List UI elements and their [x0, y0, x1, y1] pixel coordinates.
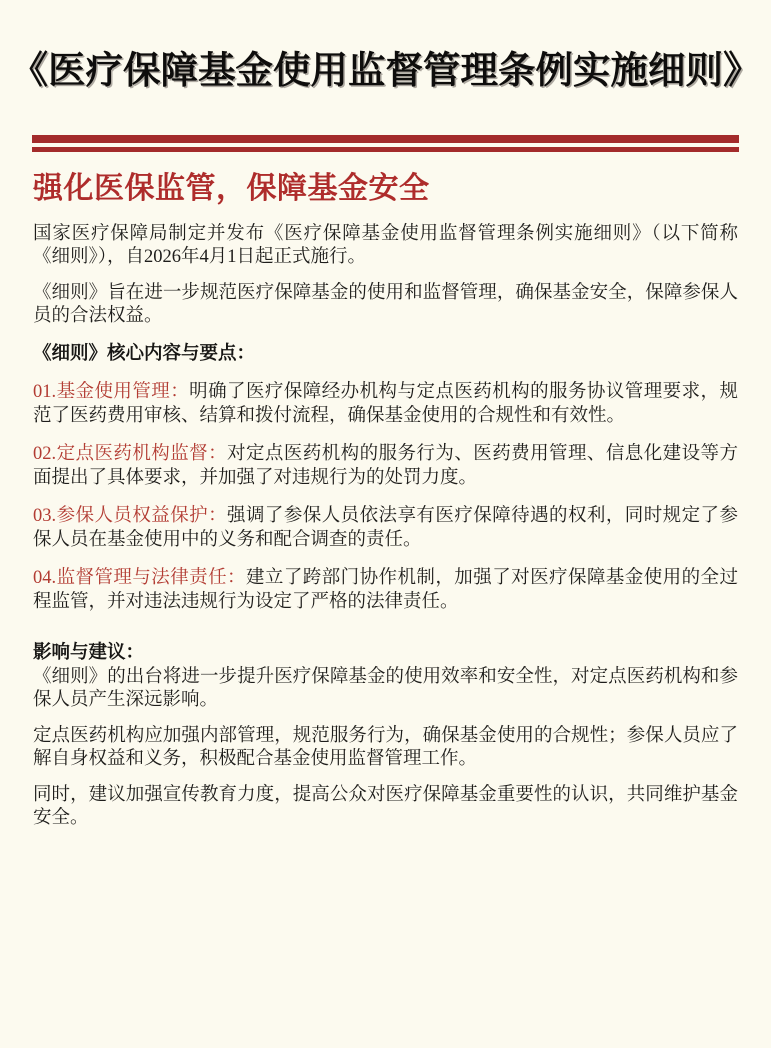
impact-paragraph-3: 同时，建议加强宣传教育力度，提高公众对医疗保障基金重要性的认识，共同维护基金安全。 — [33, 784, 738, 829]
point-item-4 — [33, 567, 738, 614]
point-2-label: 02.定点医药机构监督： — [33, 444, 228, 465]
point-item-1 — [33, 381, 738, 428]
point-3-label: 03.参保人员权益保护： — [33, 506, 228, 527]
divider-rules — [32, 135, 739, 152]
impact-paragraph-1: 《细则》的出台将进一步提升医疗保障基金的使用效率和安全性，对定点医药机构和参保人员产生深远影响。 — [33, 666, 738, 711]
intro-paragraph-1: 国家医疗保障局制定并发布《医疗保障基金使用监督管理条例实施细则》（以下简称《细则》），自2026年4月1日起正式施行。 — [33, 223, 738, 268]
intro-paragraph-2: 《细则》旨在进一步规范医疗保障基金的使用和监督管理，确保基金安全，保障参保人员的合法权益。 — [33, 282, 738, 327]
point-item-3 — [33, 505, 738, 552]
divider-rule-thin — [32, 147, 739, 152]
point-4-label: 04.监督管理与法律责任： — [33, 568, 246, 589]
point-1-text: 明确了医疗保障经办机构与定点医药机构的服务协议管理要求，规范了医药费用审核、结算和拨付流程，确保基金使用的合规性和有效性。 — [33, 382, 738, 426]
impact-heading: 影响与建议： — [33, 643, 145, 664]
article-body — [0, 172, 771, 831]
point-1-label: 01.基金使用管理： — [33, 382, 190, 403]
point-3-text: 强调了参保人员依法享有医疗保障待遇的权利，同时规定了参保人员在基金使用中的义务和配合调查的责任。 — [33, 506, 738, 550]
core-points-heading: 《细则》核心内容与要点： — [33, 343, 256, 364]
page-title: 《医疗保障基金使用监督管理条例实施细则》 — [10, 51, 761, 92]
point-2-text: 对定点医药机构的服务行为、医药费用管理、信息化建设等方面提出了具体要求，并加强了对违规行为的处罚力度。 — [33, 444, 738, 488]
point-4-text: 建立了跨部门协作机制，加强了对医疗保障基金使用的全过程监管，并对违法违规行为设定了严格的法律责任。 — [33, 568, 738, 612]
section-heading: 强化医保监管，保障基金安全 — [33, 171, 430, 205]
point-item-2 — [33, 443, 738, 490]
divider-rule-thick — [32, 135, 739, 143]
poster-page — [0, 48, 771, 1048]
impact-paragraph-2: 定点医药机构应加强内部管理，规范服务行为，确保基金使用的合规性；参保人员应了解自身权益和义务，积极配合基金使用监督管理工作。 — [33, 725, 738, 770]
